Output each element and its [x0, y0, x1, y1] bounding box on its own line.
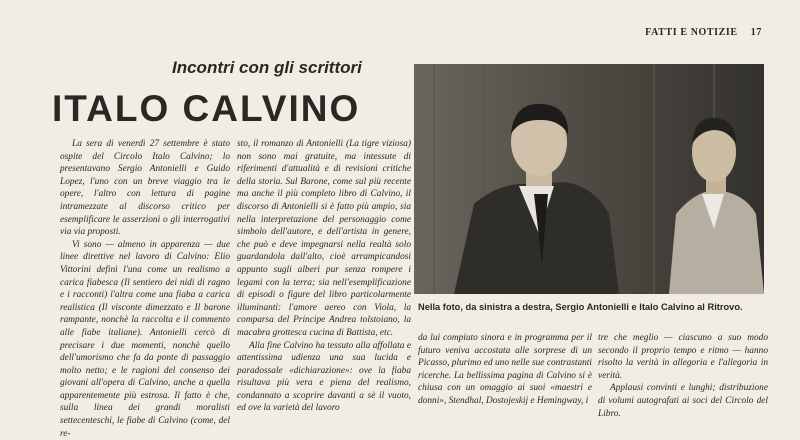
- photo: [414, 64, 764, 294]
- text-column-4: [598, 332, 768, 420]
- text-column-3: [418, 332, 592, 408]
- paragraph: Alla fine Calvino ha tessuto alla affollata e attentissima udienza una sua lucida e paradossale «dichiarazione»: ove la fiaba risultava più vera e piena del realismo, condannato a scoprire davanti a sè il vuoto, ed ove la varietà del lavoro: [237, 340, 411, 414]
- paragraph: Vi sono — almeno in apparenza — due linee direttive nel lavoro di Calvino: Elio Vittorini definì l'una come un realismo a carica fiabesca (Il sentiero dei nidi di ragno e i racconti) l'altra come una fiaba a carica realistica (Il visconte dimezzato e Il barone rampante, nonchè la raccolta e il commento alle fiabe italiane). Antonielli cercò di precisare i due momenti, nonchè quello dell'umorismo che fa da ponte di passaggio molto netto; e le ragioni del consenso dei giovani all'opera di Calvino, anche a quella apparentemente più estrosa. Il fatto è che, sulla linea dei grandi moralisti settecenteschi, le fiabe di Calvino (come, del re-: [60, 239, 230, 439]
- photo-illustration: [414, 64, 764, 294]
- paragraph: da lui compiuto sinora e in programma per il futuro veniva accostata alle sorprese di un Picasso, plurimo ed uno nelle sue contrastanti ricerche. La bellissima pagina di Calvino si è chiusa con un omaggio ai suoi «maestri e donni», Stendhal, Dostojeskij e Hemingway, i: [418, 333, 592, 406]
- running-header: [645, 27, 762, 38]
- section-title: FATTI E NOTIZIE: [645, 27, 738, 38]
- kicker: Incontri con gli scrittori: [172, 58, 362, 77]
- photo-caption: Nella foto, da sinistra a destra, Sergio Antonielli e Italo Calvino al Ritrovo.: [418, 302, 743, 312]
- paragraph: sto, il romanzo di Antonielli (La tigre viziosa) non sono mai gratuite, ma intessute di riferimenti d'attualità e di revisioni critiche della storia. Sul Barone, come sul più recente ma anche il più completo libro di Calvino, il discorso di Antonielli si è fatto più ampio, sia nella interpretazione del personaggio come simbolo dell'autore, e dell'artista in genere, che può e deve impegnarsi nella realtà solo guardandola dall'alto, cioè arrampicandosi appunto sugli alberi pur senza rompere i legami con la terra; sia nell'esemplificazione di episodi o figure del libro particolarmente illuminanti: l'amore aereo con Viola, la comparsa del Principe Andrea tolstoiano, la macabra grottesca cucina di Battista, etc.: [237, 139, 411, 338]
- paragraph: Applausi convinti e lunghi; distribuzione di volumi autografati ai soci del Circolo del Libro.: [598, 383, 768, 419]
- page-number: 17: [750, 27, 762, 38]
- paragraph: tre che meglio — ciascuno a suo modo secondo il proprio tempo e ritmo — hanno risolto la verità in allegoria e l'allegoria in verità.: [598, 333, 768, 381]
- paragraph: La sera di venerdì 27 settembre è stato ospite del Circolo Italo Calvino; lo presentavano Sergio Antonielli e Guido Lopez, l'uno con un breve viaggio tra le opere, l'altro con lettura di pagine intramezzate al discorso critico per esemplificare le asserzioni o gli interrogativi via via proposti.: [60, 139, 230, 238]
- text-column-2: [237, 138, 411, 415]
- text-column-1: [60, 138, 230, 440]
- article-title: ITALO CALVINO: [52, 88, 361, 129]
